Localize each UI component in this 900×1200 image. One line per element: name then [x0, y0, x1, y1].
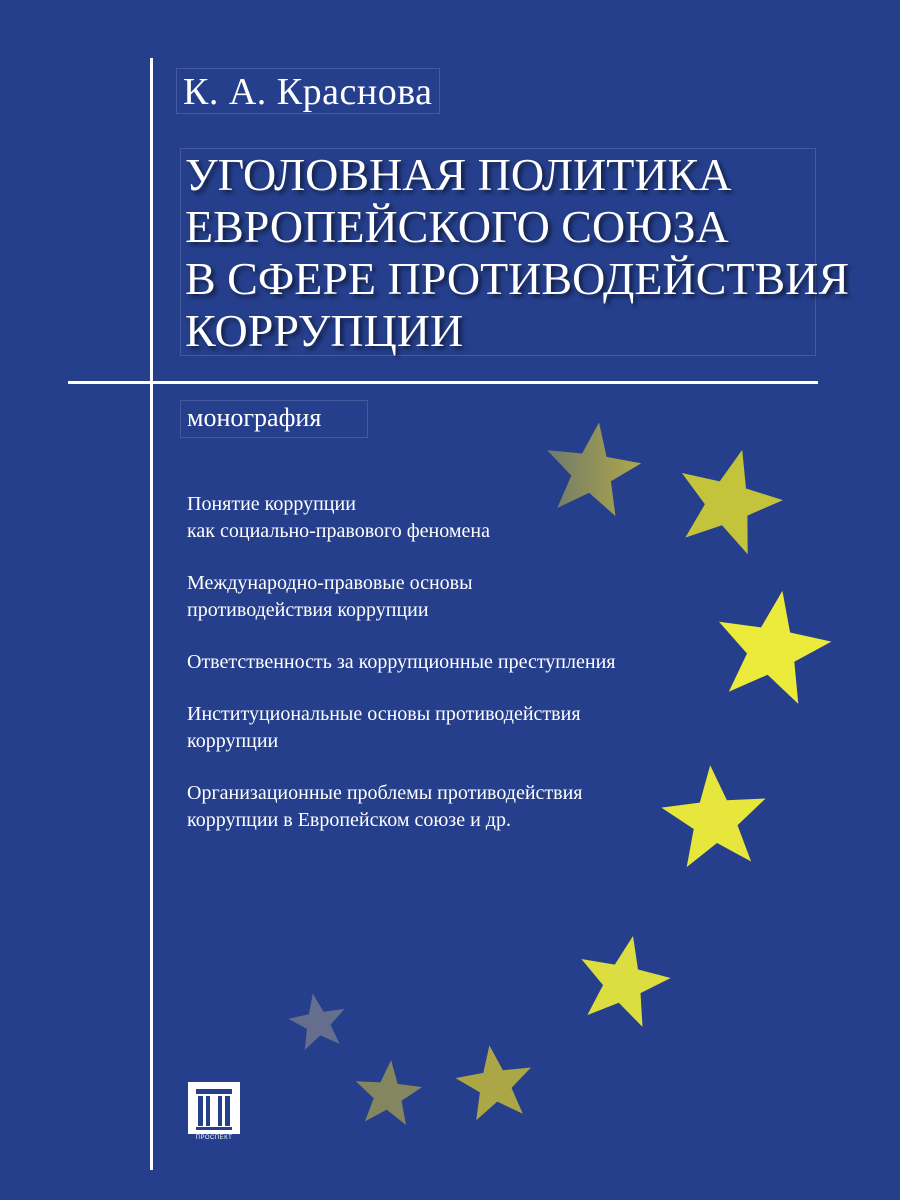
topics-list [187, 491, 667, 834]
star-icon [719, 591, 831, 704]
topic-line: противодействия коррупции [187, 599, 429, 621]
topic-line: коррупции в Европейском союзе и др. [187, 809, 511, 831]
title-line: УГОЛОВНАЯ ПОЛИТИКА [185, 149, 732, 200]
title-line: ЕВРОПЕЙСКОГО СОЮЗА [185, 201, 729, 252]
topic-line: Международно-правовые основы [187, 572, 473, 594]
topic-line: Институциональные основы противодействия [187, 703, 581, 725]
publisher-logo [188, 1082, 240, 1144]
topic-item [187, 491, 667, 545]
topic-line: Ответственность за коррупционные преступления [187, 651, 616, 673]
vertical-rule [150, 58, 153, 1170]
topic-line: коррупции [187, 730, 279, 752]
topic-line: как социально-правового феномена [187, 520, 490, 542]
star-icon [456, 1045, 531, 1120]
topic-item [187, 701, 667, 755]
building-icon [188, 1082, 240, 1134]
star-icon [661, 765, 765, 867]
star-icon [356, 1060, 422, 1125]
topic-item [187, 649, 667, 676]
star-icon [682, 450, 783, 554]
topic-item [187, 780, 667, 834]
genre-label: монография [180, 400, 368, 438]
title-line: КОРРУПЦИИ [185, 305, 464, 356]
star-icon [288, 994, 344, 1051]
topic-item [187, 570, 667, 624]
book-title [180, 148, 850, 356]
author-name: К. А. Краснова [176, 68, 440, 114]
topic-line: Организационные проблемы противодействия [187, 782, 583, 804]
star-icon [581, 936, 670, 1027]
topic-line: Понятие коррупции [187, 493, 356, 515]
publisher-name: ПРОСПЕКТ [195, 1135, 233, 1141]
title-line: В СФЕРЕ ПРОТИВОДЕЙСТВИЯ [185, 253, 850, 304]
horizontal-rule [68, 381, 818, 384]
